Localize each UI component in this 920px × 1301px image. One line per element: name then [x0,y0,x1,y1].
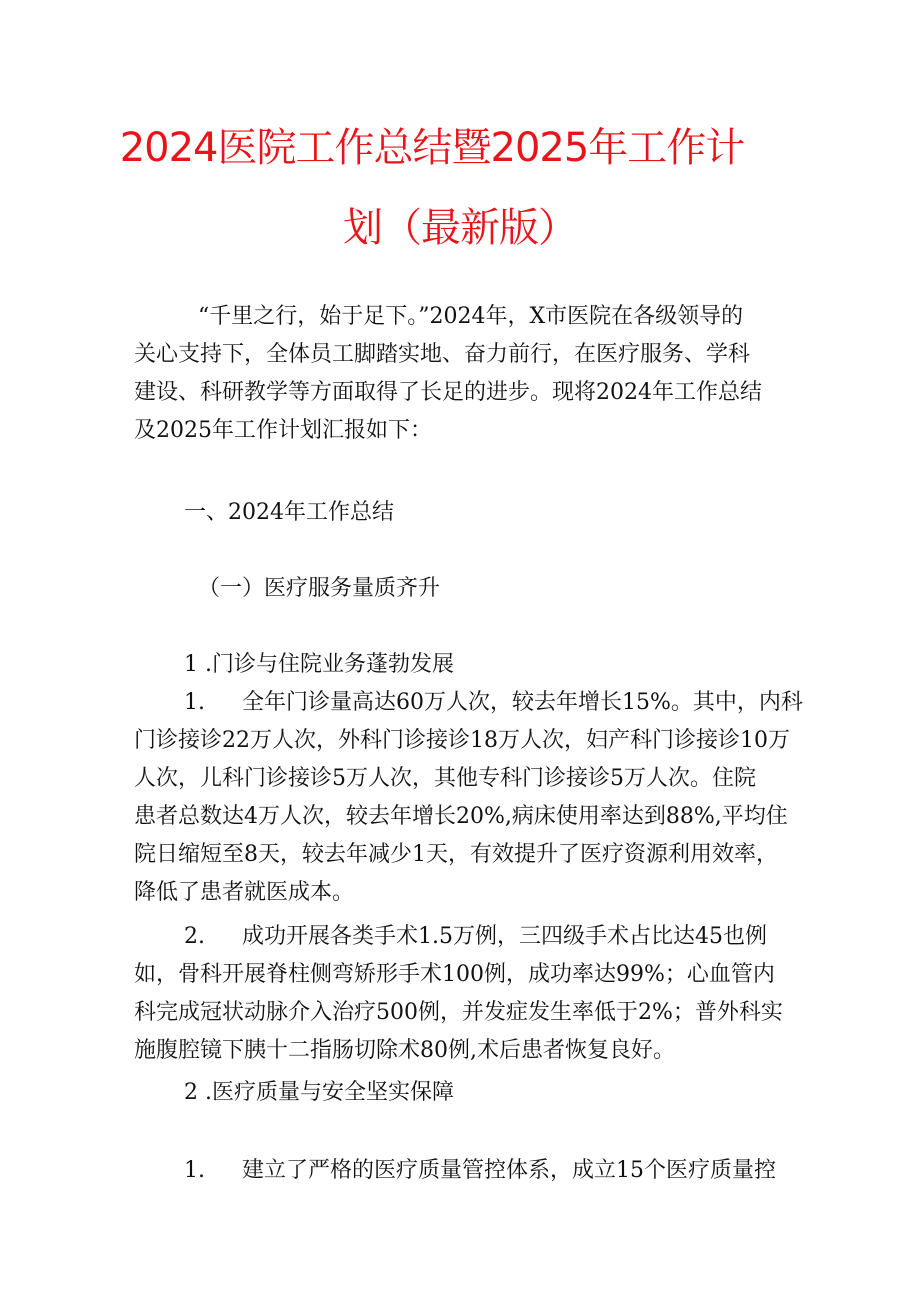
list-item-1 [134,684,803,912]
list-item-first-line: 成功开展各类手术1.5万例，三四级手术占比达45也例 [242,924,767,949]
list-item-first-line: 全年门诊量高达60万人次，较去年增长15%。其中，内科 [242,690,803,715]
list-item-line: 人次，儿科门诊接诊5万人次，其他专科门诊接诊5万人次。住院 [134,766,756,791]
intro-line-2: 关心支持下，全体员工脚踏实地、奋力前行，在医疗服务、学科 [134,342,751,367]
item-heading-1: 1 .门诊与住院业务蓬勃发展 [184,652,454,677]
list-item-number: 1. [184,1158,205,1183]
intro-paragraph [134,298,790,450]
list-item-line: 门诊接诊22万人次，外科门诊接诊18万人次，妇产科门诊接诊10万 [134,728,790,753]
list-item-number: 1. [184,690,205,715]
list-item-line: 降低了患者就医成本。 [134,880,355,905]
section-heading-1: 一、2024年工作总结 [184,500,394,525]
document-title-line-2: 划（最新版） [343,205,577,251]
item-heading-2: 2 .医疗质量与安全坚实保障 [184,1080,454,1105]
list-item-line: 患者总数达4万人次，较去年增长20%,病床使用率达到88%,平均住 [134,804,788,829]
intro-line-3: 建设、科研教学等方面取得了长足的进步。现将2024年工作总结 [134,380,762,405]
list-item-line: 施腹腔镜下胰十二指肠切除术80例,术后患者恢复良好。 [134,1038,675,1063]
list-item-line: 如，骨科开展脊柱侧弯矫形手术100例，成功率达99%；心血管内 [134,962,775,987]
document-title-line-1: 2024医院工作总结暨2025年工作计 [119,125,745,171]
list-item-first-line: 建立了严格的医疗质量管控体系，成立15个医疗质量控 [242,1158,776,1183]
list-item-3 [134,1152,790,1190]
subsection-heading-1: （一）医疗服务量质齐升 [198,576,441,601]
list-item-line: 科完成冠状动脉介入治疗500例，并发症发生率低于2%；普外科实 [134,1000,783,1025]
intro-line-1: “千里之行，始于足下。”2024年，X市医院在各级领导的 [198,304,744,329]
list-item-2 [134,918,790,1070]
list-item-number: 2. [184,924,205,949]
list-item-line: 院日缩短至8天，较去年减少1天，有效提升了医疗资源利用效率， [134,842,778,867]
intro-line-4: 及2025年工作计划汇报如下： [134,418,432,443]
